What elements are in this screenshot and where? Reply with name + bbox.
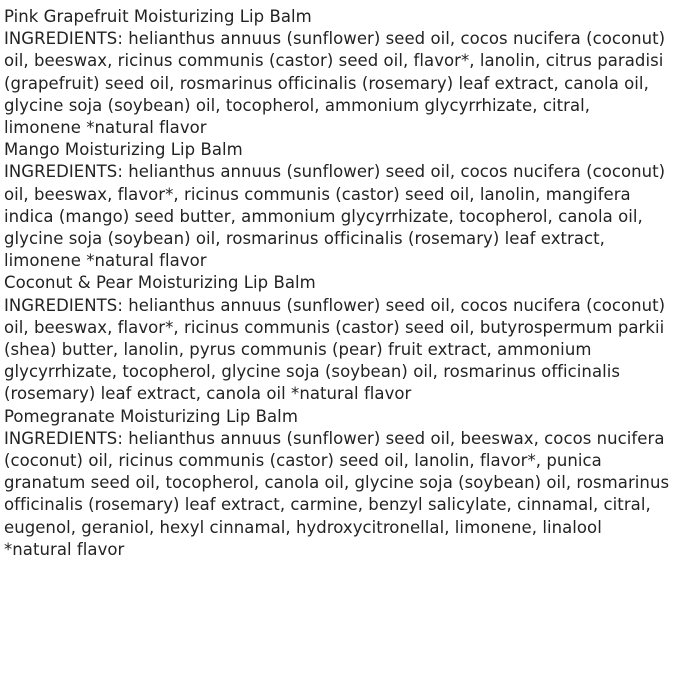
product-title: Pink Grapefruit Moisturizing Lip Balm: [4, 7, 312, 26]
product-ingredients-text: INGREDIENTS: helianthus annuus (sunflower) seed oil, cocos nucifera (coconut) oil, beeswax, ricinus communis (castor) seed oil, flavor*, lanolin, citrus paradisi (grapefruit) seed oil, rosmarinus officinalis (rosemary) leaf extract, canola oil, glycine soja (soybean) oil, tocopherol, ammonium glycyrrhizate, citral, limonene *natural flavor: [4, 29, 666, 138]
product-title: Mango Moisturizing Lip Balm: [4, 140, 243, 160]
product-block-coconut-pear: [4, 272, 671, 405]
product-ingredients-text: INGREDIENTS: helianthus annuus (sunflower) seed oil, cocos nucifera (coconut) oil, beeswax, flavor*, ricinus communis (castor) seed oil, lanolin, mangifera indica (mango) seed butter, ammonium glycyrrhizate, tocopherol, canola oil, glycine soja (soybean) oil, rosmarinus officinalis (rosemary) leaf extract, limonene *natural flavor: [4, 162, 666, 271]
product-block-pomegranate: [4, 406, 671, 561]
product-ingredients-text: INGREDIENTS: helianthus annuus (sunflower) seed oil, beeswax, cocos nucifera (coconut) oil, ricinus communis (castor) seed oil, lanolin, flavor*, punica granatum seed oil, tocopherol, canola oil, glycine soja (soybean) oil, rosmarinus officinalis (rosemary) leaf extract, carmine, benzyl salicylate, cinnamal, citral, eugenol, geraniol, hexyl cinnamal, hydroxycitronellal, limonene, linalool *natural flavor: [4, 428, 670, 559]
product-ingredients-text: INGREDIENTS: helianthus annuus (sunflower) seed oil, cocos nucifera (coconut) oil, beeswax, flavor*, ricinus communis (castor) seed oil, butyrospermum parkii (shea) butter, lanolin, pyrus communis (pear) fruit extract, ammonium glycyrrhizate, tocopherol, glycine soja (soybean) oil, rosmarinus officinalis (rosemary) leaf extract, canola oil *natural flavor: [4, 295, 666, 404]
product-title: Coconut & Pear Moisturizing Lip Balm: [4, 273, 316, 293]
product-title: Pomegranate Moisturizing Lip Balm: [4, 406, 298, 426]
product-block-mango: [4, 139, 671, 272]
product-block-pink-grapefruit: [4, 6, 671, 139]
